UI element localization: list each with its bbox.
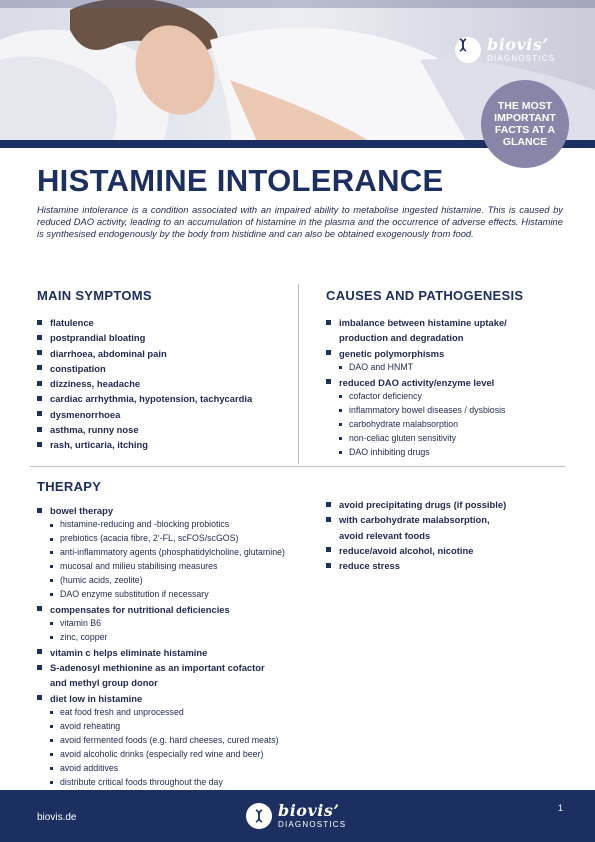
sub-list: [50, 706, 327, 803]
symptom-item: rash, urticaria, itching: [37, 437, 287, 452]
sub-list: [339, 390, 571, 460]
sub-list-item: avoid additives: [50, 762, 327, 776]
list-item: [326, 512, 571, 543]
therapy-section-right: [326, 497, 571, 573]
list-item-text: compensates for nutritional deficiencies: [50, 603, 230, 615]
symptoms-section: [37, 288, 287, 453]
list-item-text: avoid precipitating drugs (if possible): [339, 499, 507, 510]
sub-list-item: zinc, copper: [50, 631, 327, 645]
symptoms-list: [37, 315, 287, 453]
sub-list-item: histamine-reducing and -blocking probiotics: [50, 518, 327, 532]
logo-subtitle: DIAGNOSTICS: [278, 820, 347, 829]
list-item-text: genetic polymorphisms: [339, 347, 445, 359]
causes-heading: CAUSES AND PATHOGENESIS: [326, 288, 524, 303]
list-item-text-cont: and methyl group donor: [50, 677, 158, 689]
list-item: [37, 645, 327, 660]
list-item: [37, 660, 327, 691]
list-item: [326, 315, 571, 346]
symptom-item: asthma, runny nose: [37, 422, 287, 437]
therapy-list-left: [37, 503, 327, 803]
footer-logo[interactable]: [246, 803, 346, 829]
facts-badge: THE MOST IMPORTANT FACTS AT A GLANCE: [481, 80, 569, 168]
sub-list-item: prebiotics (acacia fibre, 2’-FL, scFOS/scGOS): [50, 532, 327, 546]
symptom-item: constipation: [37, 361, 287, 376]
list-item-text-cont: production and degradation: [339, 332, 464, 344]
sub-list-item: anti-inflammatory agents (phosphatidylcholine, glutamine): [50, 546, 327, 560]
intro-text: Histamine intolerance is a condition associated with an impaired ability to metabolise ingested histamine. This is caused by reduced DAO activity, leading to an accumulation of histamine in the plasma and the occurrence of adverse effects. Histamine is synthesised endogenously by the body from histidine and can also be obtained exogenously from food.: [37, 204, 563, 240]
causes-list: [326, 315, 571, 460]
sub-list-item: mucosal and milieu stabilising measures: [50, 560, 327, 574]
symptom-item: dysmenorrhoea: [37, 407, 287, 422]
sub-list-item: cofactor deficiency: [339, 390, 571, 404]
footer-website-link[interactable]: biovis.de: [37, 812, 77, 823]
list-item: [326, 497, 571, 512]
section-divider: [30, 466, 565, 467]
biovis-logo-icon: [246, 803, 272, 829]
logo-brand: biovis’: [487, 35, 549, 54]
sub-list-item: avoid alcoholic drinks (especially red wine and beer): [50, 748, 327, 762]
logo-brand: biovis’: [278, 801, 340, 820]
page-number: 1: [558, 803, 564, 813]
symptom-item: diarrhoea, abdominal pain: [37, 346, 287, 361]
list-item: [326, 375, 571, 460]
sub-list-item: carbohydrate malabsorption: [339, 418, 571, 432]
list-item-text: with carbohydrate malabsorption,: [339, 514, 490, 526]
list-item: [37, 691, 327, 804]
therapy-list-right: [326, 497, 571, 573]
list-item: [37, 602, 327, 645]
list-item-text: vitamin c helps eliminate histamine: [50, 646, 208, 658]
logo-subtitle: DIAGNOSTICS: [487, 54, 556, 63]
list-item-text: reduce/avoid alcohol, nicotine: [339, 544, 474, 556]
list-item-text: reduced DAO activity/enzyme level: [339, 376, 495, 388]
list-item: [326, 558, 571, 573]
list-item-text: bowel therapy: [50, 505, 114, 516]
footer: [0, 790, 595, 842]
sub-list-item: distribute critical foods throughout the day: [50, 776, 327, 790]
sub-list-item: DAO inhibiting drugs: [339, 446, 571, 460]
sub-list-item: non-celiac gluten sensitivity: [339, 432, 571, 446]
symptoms-heading: MAIN SYMPTOMS: [37, 288, 152, 303]
list-item: [326, 346, 571, 375]
therapy-heading: THERAPY: [37, 479, 102, 494]
sub-list-item: avoid reheating: [50, 720, 327, 734]
sub-list-item: avoid fermented foods (e.g. hard cheeses, cured meats): [50, 734, 327, 748]
sub-list-item: (humic acids, zeolite): [50, 574, 327, 588]
sub-list: [339, 361, 571, 375]
sub-list: [50, 518, 327, 601]
symptom-item: flatulence: [37, 315, 287, 330]
list-item-text: imbalance between histamine uptake/: [339, 317, 507, 328]
header-logo[interactable]: [455, 37, 555, 63]
sub-list-item: vitamin B6: [50, 617, 327, 631]
sub-list-item: DAO and HNMT: [339, 361, 571, 375]
list-item: [326, 543, 571, 558]
list-item-text: diet low in histamine: [50, 692, 143, 704]
biovis-logo-icon: [455, 37, 481, 63]
sub-list-item: DAO enzyme substitution if necessary: [50, 588, 327, 602]
sub-list-item: eat food fresh and unprocessed: [50, 706, 327, 720]
symptom-item: cardiac arrhythmia, hypotension, tachycardia: [37, 391, 287, 406]
page-title: HISTAMINE INTOLERANCE: [37, 163, 444, 198]
list-item: [37, 503, 327, 602]
column-divider: [298, 284, 299, 464]
causes-section: [326, 288, 571, 460]
therapy-section: [37, 479, 327, 803]
list-item-text-cont: avoid relevant foods: [339, 529, 431, 541]
sub-list: [50, 617, 327, 645]
symptom-item: postprandial bloating: [37, 330, 287, 345]
sub-list-item: inflammatory bowel diseases / dysbiosis: [339, 404, 571, 418]
symptom-item: dizziness, headache: [37, 376, 287, 391]
list-item-text: S-adenosyl methionine as an important cofactor: [50, 662, 265, 674]
list-item-text: reduce stress: [339, 560, 400, 572]
